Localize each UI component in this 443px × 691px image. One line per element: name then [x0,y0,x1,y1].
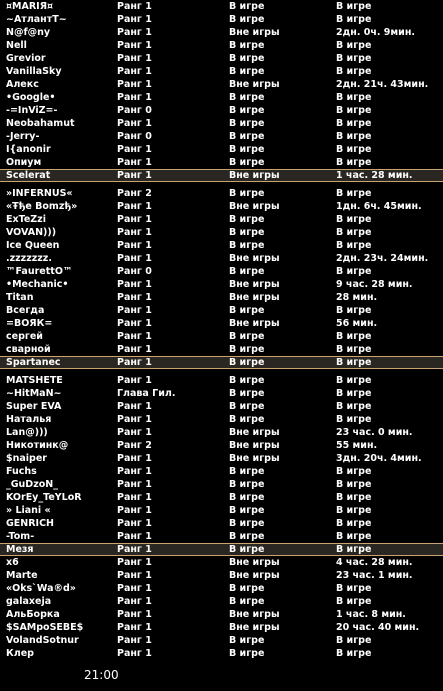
member-rank: Ранг 1 [117,201,152,212]
member-row[interactable] [0,582,443,595]
member-rank: Ранг 1 [117,1,152,12]
member-last-seen: В игре [336,157,372,168]
member-rank: Ранг 1 [117,505,152,516]
member-rank: Ранг 1 [117,479,152,490]
member-last-seen: В игре [336,401,372,412]
member-row[interactable] [0,647,443,660]
member-rank: Ранг 0 [117,131,152,142]
member-name: Titan [6,292,34,303]
member-status: В игре [229,388,265,399]
member-name: сергей [6,331,43,342]
member-last-seen: В игре [336,1,372,12]
member-rank: Ранг 1 [117,635,152,646]
member-row[interactable] [0,143,443,156]
member-last-seen: В игре [336,466,372,477]
member-status: Вне игры [229,79,280,90]
member-row[interactable] [0,0,443,13]
member-status: В игре [229,331,265,342]
member-status: В игре [229,635,265,646]
member-name: Наталья [6,414,52,425]
member-row[interactable] [0,426,443,439]
member-last-seen: 9 час. 28 мин. [336,279,413,290]
member-name: Всегда [6,305,45,316]
member-row[interactable] [0,478,443,491]
member-last-seen: В игре [336,648,372,659]
member-last-seen: В игре [336,375,372,386]
member-row[interactable] [0,634,443,647]
member-rank: Ранг 1 [117,492,152,503]
member-name: Алекс [6,79,39,90]
member-status: Вне игры [229,27,280,38]
member-name: VOVAN))) [6,227,57,238]
member-status: В игре [229,157,265,168]
member-last-seen: В игре [336,518,372,529]
member-row[interactable] [0,200,443,213]
member-status: В игре [229,144,265,155]
member-name: Super EVA [6,401,62,412]
member-rank: Ранг 1 [117,240,152,251]
member-last-seen: 20 час. 40 мин. [336,622,420,633]
member-rank: Ранг 1 [117,544,152,555]
member-name: .zzzzzzz. [6,253,52,264]
member-row[interactable] [0,187,443,200]
member-status: Вне игры [229,557,280,568]
clock-time: 21:00 [84,668,119,682]
member-name: ExTeZzi [6,214,46,225]
member-status: В игре [229,466,265,477]
member-status: Вне игры [229,622,280,633]
member-status: Вне игры [229,253,280,264]
member-rank: Ранг 1 [117,570,152,581]
member-rank: Ранг 1 [117,518,152,529]
member-rank: Ранг 1 [117,170,152,181]
member-last-seen: В игре [336,357,372,368]
member-row[interactable] [0,213,443,226]
member-rank: Ранг 0 [117,266,152,277]
member-last-seen: В игре [336,66,372,77]
member-name: $naiper [6,453,47,464]
member-rank: Ранг 1 [117,27,152,38]
member-status: В игре [229,66,265,77]
member-name: Marte [6,570,38,581]
member-status: В игре [229,131,265,142]
member-rank: Ранг 1 [117,609,152,620]
member-last-seen: 1 час. 8 мин. [336,609,406,620]
member-last-seen: 1 час. 28 мин. [336,170,413,181]
member-last-seen: 2дн. 0ч. 9мин. [336,27,416,38]
member-status: Вне игры [229,170,280,181]
member-last-seen: В игре [336,414,372,425]
member-row[interactable] [0,104,443,117]
member-last-seen: В игре [336,544,372,555]
member-row-selected[interactable] [0,356,443,369]
member-row[interactable] [0,491,443,504]
member-rank: Ранг 1 [117,414,152,425]
member-rank: Ранг 1 [117,427,152,438]
member-row[interactable] [0,265,443,278]
member-rank: Ранг 1 [117,331,152,342]
member-name: Мезя [6,544,34,555]
member-last-seen: В игре [336,583,372,594]
member-status: В игре [229,596,265,607]
member-last-seen: В игре [336,635,372,646]
member-name: Scelerat [6,170,51,181]
member-rank: Ранг 1 [117,453,152,464]
member-status: В игре [229,505,265,516]
member-row[interactable] [0,374,443,387]
member-row[interactable] [0,65,443,78]
member-rank: Ранг 1 [117,157,152,168]
member-last-seen: 23 час. 1 мин. [336,570,413,581]
member-rank: Ранг 1 [117,344,152,355]
member-name: »INFERNUS« [6,188,73,199]
member-name: Опиум [6,157,42,168]
member-rank: Ранг 1 [117,40,152,51]
member-status: В игре [229,357,265,368]
member-name: АльБорка [6,609,60,620]
member-status: В игре [229,492,265,503]
member-name: ™FaurettO™ [6,266,73,277]
member-rank: Ранг 1 [117,144,152,155]
member-status: В игре [229,544,265,555]
member-name: сварной [6,344,51,355]
member-row[interactable] [0,569,443,582]
member-rank: Ранг 1 [117,14,152,25]
member-rank: Ранг 1 [117,648,152,659]
member-last-seen: В игре [336,388,372,399]
member-row[interactable] [0,278,443,291]
member-status: В игре [229,14,265,25]
member-rank: Ранг 1 [117,118,152,129]
member-name: Spartanec [6,357,61,368]
member-name: Lan@))) [6,427,48,438]
member-row[interactable] [0,595,443,608]
member-name: ~АтлантТ~ [6,14,67,25]
member-row[interactable] [0,117,443,130]
member-row[interactable] [0,608,443,621]
member-row[interactable] [0,343,443,356]
member-name: VanillaSky [6,66,62,77]
status-bar [0,664,443,691]
member-row[interactable] [0,452,443,465]
member-name: KOrEy_TeYLoR [6,492,82,503]
member-rank: Ранг 1 [117,318,152,329]
member-name: =ВОЯК= [6,318,53,329]
member-row[interactable] [0,413,443,426]
member-status: В игре [229,266,265,277]
member-status: В игре [229,375,265,386]
member-rank: Ранг 1 [117,557,152,568]
member-last-seen: В игре [336,92,372,103]
member-status: В игре [229,92,265,103]
member-row[interactable] [0,78,443,91]
member-row[interactable] [0,330,443,343]
member-last-seen: В игре [336,266,372,277]
member-status: Вне игры [229,427,280,438]
member-last-seen: 3дн. 20ч. 4мин. [336,453,422,464]
member-row[interactable] [0,439,443,452]
member-name: ¤MARIЯ¤ [6,1,54,12]
member-row[interactable] [0,239,443,252]
member-row[interactable] [0,556,443,569]
member-rank: Ранг 1 [117,357,152,368]
member-last-seen: В игре [336,344,372,355]
member-rank: Глава Гил. [117,388,176,399]
member-name: «Ŧђe Bomzђ» [6,201,78,212]
member-name: ~HitMaN~ [6,388,62,399]
member-name: Fuchs [6,466,37,477]
member-row[interactable] [0,621,443,634]
member-name: galaxeja [6,596,52,607]
member-last-seen: В игре [336,131,372,142]
member-row-selected[interactable] [0,543,443,556]
member-last-seen: 2дн. 23ч. 24мин. [336,253,429,264]
member-status: В игре [229,401,265,412]
member-rank: Ранг 2 [117,188,152,199]
member-status: В игре [229,531,265,542]
member-row[interactable] [0,252,443,265]
member-row[interactable] [0,504,443,517]
member-row[interactable] [0,26,443,39]
member-status: В игре [229,227,265,238]
member-last-seen: В игре [336,53,372,64]
member-rank: Ранг 1 [117,466,152,477]
member-last-seen: В игре [336,492,372,503]
member-status: В игре [229,1,265,12]
member-last-seen: В игре [336,105,372,116]
member-name: I{anonir [6,144,51,155]
member-last-seen: 28 мин. [336,292,378,303]
member-rank: Ранг 1 [117,622,152,633]
member-last-seen: В игре [336,505,372,516]
member-row[interactable] [0,226,443,239]
member-row[interactable] [0,517,443,530]
member-rank: Ранг 1 [117,401,152,412]
member-last-seen: 56 мин. [336,318,378,329]
member-name: -=InViZ=- [6,105,58,116]
member-status: В игре [229,40,265,51]
member-name: Nell [6,40,27,51]
member-row[interactable] [0,91,443,104]
member-status: Вне игры [229,279,280,290]
member-name: x6 [6,557,19,568]
member-rank: Ранг 1 [117,279,152,290]
member-status: В игре [229,344,265,355]
member-last-seen: В игре [336,531,372,542]
member-last-seen: В игре [336,227,372,238]
member-rank: Ранг 1 [117,253,152,264]
member-status: В игре [229,53,265,64]
member-rank: Ранг 2 [117,440,152,451]
member-row[interactable] [0,39,443,52]
member-row-selected[interactable] [0,169,443,182]
member-status: В игре [229,305,265,316]
member-name: -Jerry- [6,131,40,142]
member-rank: Ранг 1 [117,596,152,607]
member-rank: Ранг 1 [117,292,152,303]
member-rank: Ранг 1 [117,214,152,225]
member-status: Вне игры [229,440,280,451]
member-row[interactable] [0,530,443,543]
member-last-seen: 1дн. 6ч. 45мин. [336,201,422,212]
member-last-seen: В игре [336,144,372,155]
member-status: Вне игры [229,201,280,212]
member-status: В игре [229,414,265,425]
member-last-seen: 55 мин. [336,440,378,451]
member-name: «Oks`Wa®d» [6,583,76,594]
member-rank: Ранг 1 [117,227,152,238]
member-rank: Ранг 0 [117,105,152,116]
member-row[interactable] [0,387,443,400]
member-name: Никотинк@ [6,440,69,451]
member-row[interactable] [0,130,443,143]
member-last-seen: В игре [336,118,372,129]
member-last-seen: В игре [336,14,372,25]
member-row[interactable] [0,400,443,413]
member-name: N@f@ny [6,27,51,38]
member-rank: Ранг 1 [117,53,152,64]
member-name: Ice Queen [6,240,60,251]
member-row[interactable] [0,317,443,330]
member-status: В игре [229,648,265,659]
member-status: В игре [229,105,265,116]
member-status: В игре [229,118,265,129]
member-rank: Ранг 1 [117,375,152,386]
member-status: Вне игры [229,570,280,581]
member-row[interactable] [0,13,443,26]
member-status: В игре [229,188,265,199]
member-status: Вне игры [229,453,280,464]
member-status: В игре [229,479,265,490]
member-name: GENRICH [6,518,55,529]
member-name: MATSHETE [6,375,63,386]
member-name: Grevior [6,53,46,64]
member-row[interactable] [0,465,443,478]
member-name: •Mechanic• [6,279,69,290]
member-status: В игре [229,214,265,225]
member-name: $SAMpoSEBE$ [6,622,84,633]
member-last-seen: 23 час. 0 мин. [336,427,413,438]
member-status: Вне игры [229,318,280,329]
member-last-seen: В игре [336,596,372,607]
member-row[interactable] [0,304,443,317]
member-rank: Ранг 1 [117,79,152,90]
member-name: •Google• [6,92,56,103]
member-last-seen: В игре [336,305,372,316]
member-last-seen: В игре [336,331,372,342]
member-rank: Ранг 1 [117,66,152,77]
member-status: В игре [229,583,265,594]
member-rank: Ранг 1 [117,583,152,594]
member-status: Вне игры [229,609,280,620]
member-last-seen: В игре [336,40,372,51]
member-name: Neobahamut [6,118,75,129]
member-name: -Tom- [6,531,35,542]
member-last-seen: В игре [336,240,372,251]
member-name: VolandSotnur [6,635,79,646]
member-last-seen: 4 час. 28 мин. [336,557,413,568]
member-last-seen: В игре [336,188,372,199]
member-rank: Ранг 1 [117,531,152,542]
member-status: В игре [229,518,265,529]
member-row[interactable] [0,291,443,304]
member-name: _GuDzoN_ [6,479,58,490]
member-name: » Liani « [6,505,51,516]
member-last-seen: В игре [336,214,372,225]
member-status: Вне игры [229,292,280,303]
member-rank: Ранг 1 [117,305,152,316]
member-row[interactable] [0,156,443,169]
member-status: В игре [229,240,265,251]
member-last-seen: В игре [336,479,372,490]
member-name: Клер [6,648,34,659]
member-last-seen: 2дн. 21ч. 43мин. [336,79,429,90]
member-rank: Ранг 1 [117,92,152,103]
member-row[interactable] [0,52,443,65]
